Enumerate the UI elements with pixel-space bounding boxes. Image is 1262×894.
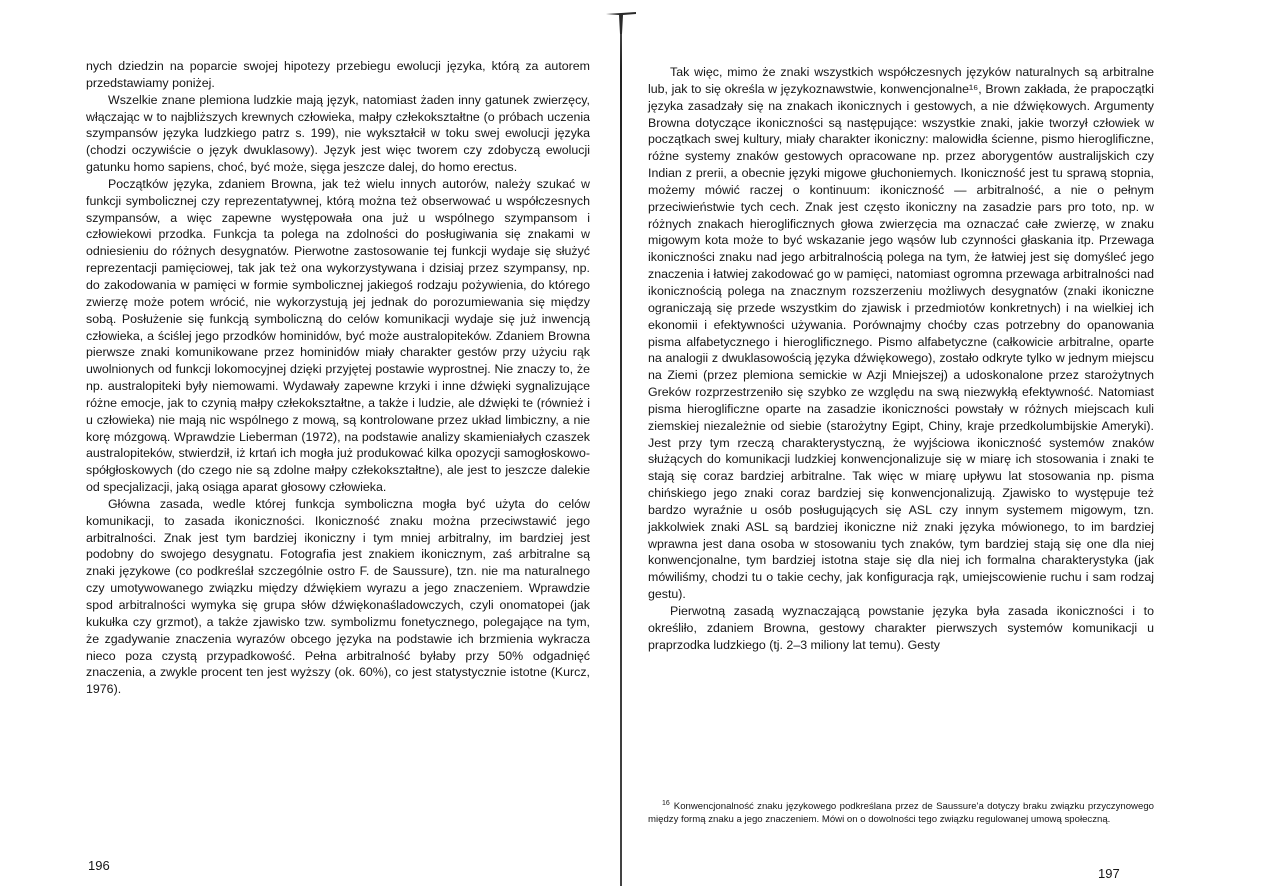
right-page bbox=[624, 0, 1262, 894]
paragraph: Tak więc, mimo że znaki wszystkich współczesnych języków naturalnych są arbitralne lub, jak to się określa w językoznawstwie, konwencjonalne¹⁶, Brown zakłada, że prapoczątki języka zasadzały się na znakach ikonicznych i gestowych, a nie dźwiękowych. Argumenty Browna dotyczące ikoniczności są następujące: wszystkie znaki, jakie tworzył człowiek w początkach swej kultury, miały charakter ikoniczny: malowidła ścienne, pismo hieroglificzne, różne systemy znaków gestowych opracowane np. przez aborygentów australijskich czy Indian z prerii, a obecnie języki migowe głuchoniemych. Ikoniczność jest tu sprawą stopnia, możemy mówić raczej o kontinuum: ikoniczność — arbitralność, a nie o pełnym przeciwieństwie tych cech. Znak jest często ikoniczny na zasadzie pars pro toto, np. w różnych znakach hieroglificznych głowa zwierzęcia ma oznaczać całe zwierzę, w znaku migowym kota może to być wskazanie jego wąsów lub czynności głaskania itp. Przewaga ikoniczności znaku nad jego arbitralnością polega na tym, że łatwiej jest się domyśleć jego znaczenia i łatwiej zakodować go w pamięci, natomiast ogromna przewaga arbitralności nad ikonicznością polega na znacznym rozszerzeniu możliwych desygnatów (znaki ikoniczne ograniczają się przede wszystkim do zjawisk i przedmiotów konkretnych) i na wielkiej ich ekonomii i efektywności używania. Porównajmy choćby czas potrzebny do opanowania pisma alfabetycznego i hieroglificznego. Pismo alfabetyczne (całkowicie arbitralne, oparte na analogii z dwuklasowością języka dźwiękowego), zostało odkryte tylko w jednym miejscu na Ziemi (przez plemiona semickie w Azji Mniejszej) a udoskonalone przez starożytnych Greków rozprzestrzeniło się szybko ze względu na swą niezwykłą efektywność. Natomiast pisma hieroglificzne oparte na zasadzie ikoniczności powstały w różnych miejscach kuli ziemskiej niezależnie od siebie (starożytny Egipt, Chiny, kraje przedkolumbijskie Ameryki). Jest przy tym rzeczą charakterystyczną, że wyjściowa ikoniczność systemów znaków służących do komunikacji ludzkiej konwencjonalizuje się w miarę ich stosowania i znaki te stają się coraz bardziej arbitralne. Tak więc w miarę upływu lat stosowania np. pisma chińskiego jego znaki coraz bardziej się konwencjonalizują. Zjawisko to występuje też bardzo wyraźnie u osób posługujących się ASL czy innym systemem migowym, tzn. jakkolwiek znaki ASL są bardziej ikoniczne niż znaki języka mówionego, to im bardziej wprawna jest dana osoba w stosowaniu tych znaków, tym bardziej stają się one dla niej konwencjonalne, tym bardziej istotna staje się dla niej ich formalna charakterystyka (jak mówiliśmy, chodzi tu o takie cechy, jak konfiguracja rąk, umiejscowienie ruchu i sam rodzaj gestu). bbox=[648, 65, 1154, 602]
paragraph: Początków języka, zdaniem Browna, jak też wielu innych autorów, należy szukać w funkcji symbolicznej czy reprezentatywnej, którą można też obserwować u współczesnych szympansów, a więc zapewne występowała ona już u wspólnego szympansom i człowiekowi przodka. Funkcja ta polega na zdolności do posługiwania się znakami w odniesieniu do różnych desygnatów. Pierwotne zastosowanie tej funkcji wydaje się służyć reprezentacji pamięciowej, tak jak też ona wykorzystywana i dzisiaj przez szympansy, np. do zakodowania w pamięci w formie symbolicznej jakiegoś rodzaju pożywienia, do którego zwierzę może potem wrócić, nie wykorzystują jej jednak do porozumiewania się między sobą. Posłużenie się funkcją symboliczną do celów komunikacji wydaje się już inwencją człowieka, a ściślej jego przodków hominidów, być może australopiteków. Zdaniem Browna pierwsze znaki komunikowane przez hominidów miały charakter gestów przy użyciu rąk uwolnionych od funkcji lokomocyjnej dzięki przyjętej postawie wyprostnej. Nie znaczy to, że np. australopiteki były niemowami. Wydawały zapewne krzyki i inne dźwięki sygnalizujące różne emocje, jak to czynią małpy człekokształtne, a także i ludzie, ale dźwięki te (również i u człowieka) nie mają nic wspólnego z mową, są kontrolowane przez układ limbiczny, a nie korę mózgową. Wprawdzie Lieberman (1972), na podstawie analizy skamieniałych czaszek australopiteków, stwierdził, iż krtań ich mogła już produkować kilka opozycji samogłoskowo-spółgłoskowych (do czego nie są zdolne małpy człekokształtne), ale jest to jeszcze dalekie od specjalizacji, jaką osiąga aparat głosowy człowieka. bbox=[86, 176, 590, 495]
paragraph: nych dziedzin na poparcie swojej hipotezy przebiegu ewolucji języka, którą za autorem przedstawiamy poniżej. bbox=[86, 59, 590, 90]
page-number: 197 bbox=[1098, 866, 1120, 881]
footnote-text: Konwencjonalność znaku językowego podkreślana przez de Saussure'a dotyczy braku związku przyczynowego między formą znaku a jego znaczeniem. Mówi on o dowolności tego związku regulowanej umową społeczną. bbox=[648, 801, 1154, 826]
footnote bbox=[648, 797, 1154, 827]
footnote-mark: 16 bbox=[662, 800, 670, 807]
left-page-text bbox=[86, 58, 590, 698]
right-page-text bbox=[648, 64, 1154, 654]
page-number: 196 bbox=[88, 858, 110, 873]
left-page bbox=[0, 0, 616, 894]
paragraph: Główna zasada, wedle której funkcja symboliczna mogła być użyta do celów komunikacji, to zasada ikoniczności. Ikoniczność znaku można przeciwstawić jego arbitralności. Znak jest tym bardziej ikoniczny i tym mniej arbitralny, im bardziej jest podobny do swojego desygnatu. Fotografia jest znakiem ikonicznym, zaś arbitralne są znaki językowe (co podkreślał szczególnie ostro F. de Saussure), tzn. nie ma naturalnego czy umotywowanego związku między dźwiękiem wyrazu a jego znaczeniem. Wprawdzie spod arbitralności wymyka się grupa słów dźwiękonaśladowczych, czyli onomatopei (jak kukułka czy grzmot), a także zjawisko tzw. symbolizmu fonetycznego, polegające na tym, że zgadywanie znaczenia wyrazów obcego języka na podstawie ich brzmienia wykracza nieco poza czystą przypadkowość. Pełna arbitralność byłaby przy 50% odgadnięć znaczenia, a zwykle procent ten jest wyższy (ok. 60%), co jest statystycznie istotne (Kurcz, 1976). bbox=[86, 496, 590, 697]
paragraph: Pierwotną zasadą wyznaczającą powstanie języka była zasada ikoniczności i to określiło, zdaniem Browna, gestowy charakter pierwszych systemów komunikacji u praprzodka ludzkiego (tj. 2–3 miliony lat temu). Gesty bbox=[648, 604, 1154, 652]
paragraph: Wszelkie znane plemiona ludzkie mają język, natomiast żaden inny gatunek zwierzęcy, włączając w to najbliższych krewnych człowieka, małpy człekokształtne (o próbach uczenia szympansów języka ludzkiego patrz s. 199), nie wykształcił w toku swej ewolucji języka (chodzi oczywiście o język dwuklasowy). Język jest więc tworem czy zdobyczą ewolucji gatunku homo sapiens, choć, być może, sięga jeszcze dalej, do homo erectus. bbox=[86, 92, 590, 175]
book-gutter bbox=[620, 16, 622, 886]
